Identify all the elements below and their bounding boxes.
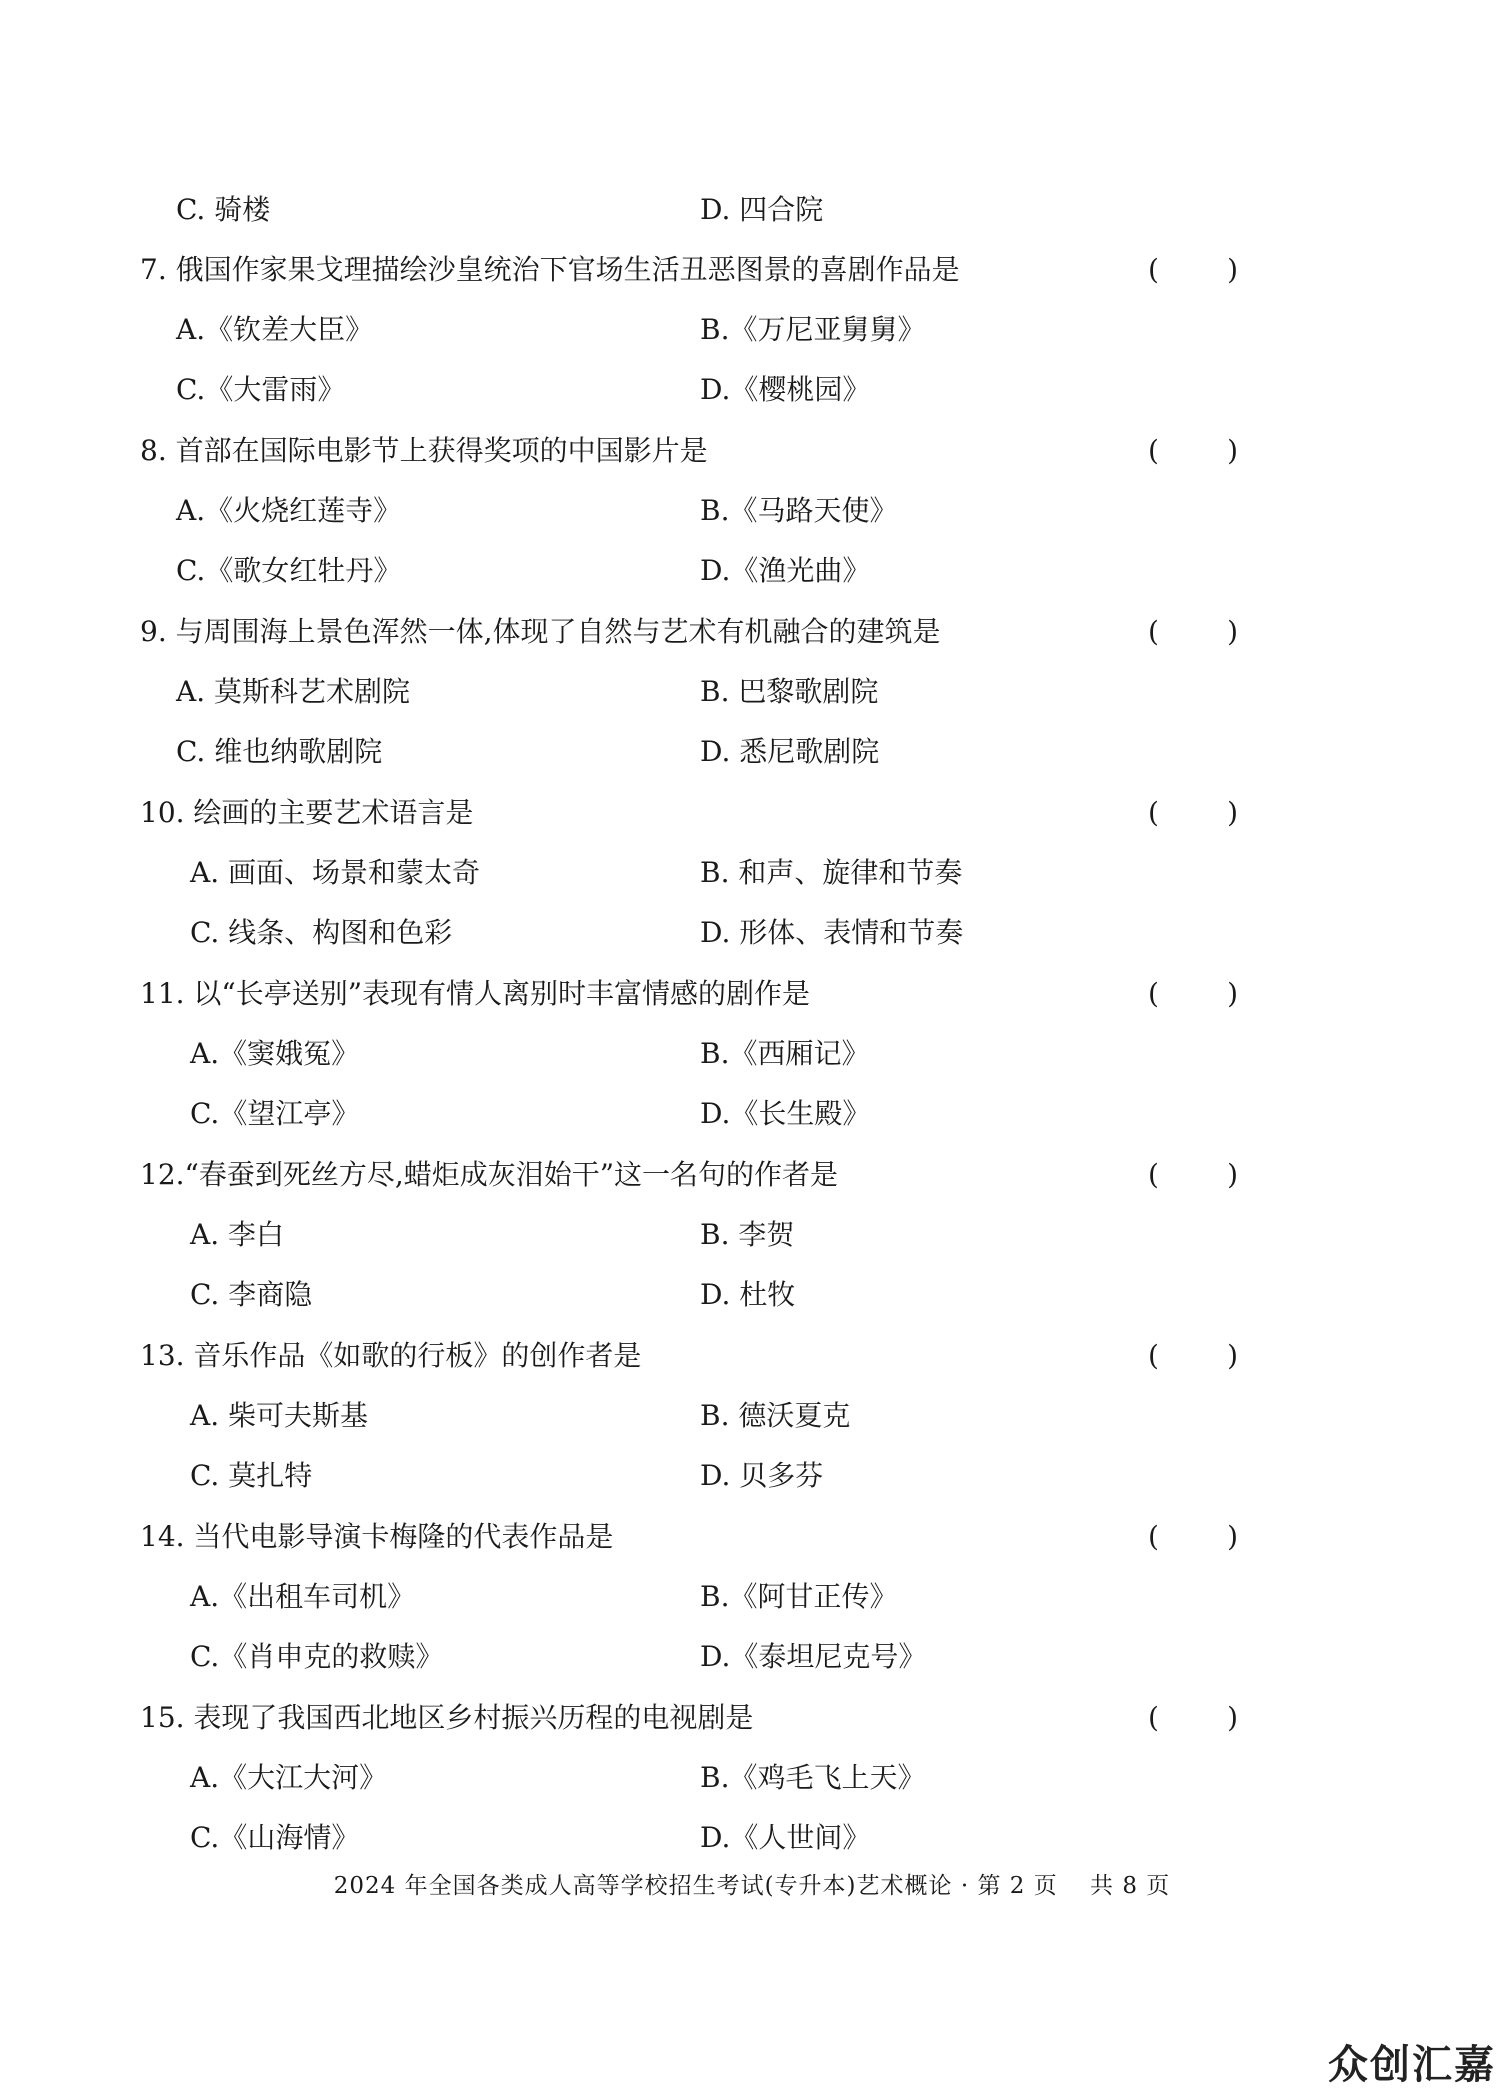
option-d: D. 贝多芬 xyxy=(700,1459,824,1492)
question-stem: 10. 绘画的主要艺术语言是 xyxy=(140,796,474,829)
option-row xyxy=(0,1816,1504,1860)
option-row xyxy=(0,549,1504,593)
answer-bracket-right: ) xyxy=(1227,796,1238,829)
page-footer: 2024 年全国各类成人高等学校招生考试(专升本)艺术概论 · 第 2 页 共 8 页 xyxy=(333,1873,1171,1899)
option-c: C.《肖申克的救赎》 xyxy=(190,1640,444,1673)
option-row xyxy=(0,851,1504,895)
answer-bracket-left: ( xyxy=(1148,434,1159,467)
option-c: C. 李商隐 xyxy=(190,1278,313,1311)
option-b: B.《鸡毛飞上天》 xyxy=(700,1761,926,1794)
answer-bracket-right: ) xyxy=(1227,1158,1238,1191)
option-c: C.《望江亭》 xyxy=(190,1097,360,1130)
option-row xyxy=(0,1273,1504,1317)
option-b: B. 和声、旋律和节奏 xyxy=(700,856,963,889)
option-row xyxy=(0,1454,1504,1498)
option-b: B.《西厢记》 xyxy=(700,1037,870,1070)
answer-bracket-left: ( xyxy=(1148,615,1159,648)
question-stem-row xyxy=(0,429,1504,473)
option-d: D. 悉尼歌剧院 xyxy=(700,735,880,768)
option-d: D.《渔光曲》 xyxy=(700,554,871,587)
answer-bracket-left: ( xyxy=(1148,977,1159,1010)
answer-bracket-left: ( xyxy=(1148,796,1159,829)
option-row xyxy=(0,1092,1504,1136)
option-c: C. 莫扎特 xyxy=(190,1459,313,1492)
question-stem-row xyxy=(0,248,1504,292)
question-stem: 7. 俄国作家果戈理描绘沙皇统治下官场生活丑恶图景的喜剧作品是 xyxy=(140,253,960,286)
option-d: D.《人世间》 xyxy=(700,1821,871,1854)
answer-bracket-right: ) xyxy=(1227,1520,1238,1553)
answer-bracket-right: ) xyxy=(1227,1701,1238,1734)
question-stem-row xyxy=(0,1515,1504,1559)
option-row xyxy=(0,1575,1504,1619)
option-c: C.《大雷雨》 xyxy=(176,373,346,406)
option-c: C.《山海情》 xyxy=(190,1821,360,1854)
question-stem-row xyxy=(0,610,1504,654)
option-b: B.《阿甘正传》 xyxy=(700,1580,898,1613)
option-row xyxy=(0,730,1504,774)
question-stem-row xyxy=(0,791,1504,835)
question-stem: 12.“春蚕到死丝方尽,蜡炬成灰泪始干”这一名句的作者是 xyxy=(140,1158,839,1191)
option-row xyxy=(0,489,1504,533)
question-stem: 13. 音乐作品《如歌的行板》的创作者是 xyxy=(140,1339,642,1372)
option-row xyxy=(0,1394,1504,1438)
option-a: A. 李白 xyxy=(190,1218,285,1251)
option-row xyxy=(0,188,1504,232)
option-c: C. 维也纳歌剧院 xyxy=(176,735,383,768)
option-d: D. 杜牧 xyxy=(700,1278,796,1311)
option-a: A.《火烧红莲寺》 xyxy=(176,494,402,527)
option-row xyxy=(0,1032,1504,1076)
question-stem: 8. 首部在国际电影节上获得奖项的中国影片是 xyxy=(140,434,708,467)
option-d: D.《长生殿》 xyxy=(700,1097,871,1130)
option-b: B.《万尼亚舅舅》 xyxy=(700,313,926,346)
option-b: B.《马路天使》 xyxy=(700,494,898,527)
answer-bracket-left: ( xyxy=(1148,1701,1159,1734)
option-a: A.《大江大河》 xyxy=(190,1761,388,1794)
option-a: A.《钦差大臣》 xyxy=(176,313,374,346)
answer-bracket-left: ( xyxy=(1148,253,1159,286)
option-row xyxy=(0,911,1504,955)
answer-bracket-left: ( xyxy=(1148,1520,1159,1553)
option-d: D. 形体、表情和节奏 xyxy=(700,916,964,949)
option-d: D.《泰坦尼克号》 xyxy=(700,1640,927,1673)
option-a: A. 画面、场景和蒙太奇 xyxy=(190,856,481,889)
option-a: A. 柴可夫斯基 xyxy=(190,1399,369,1432)
option-row xyxy=(0,308,1504,352)
option-b: B. 德沃夏克 xyxy=(700,1399,851,1432)
answer-bracket-right: ) xyxy=(1227,253,1238,286)
option-d: D.《樱桃园》 xyxy=(700,373,871,406)
option-b: B. 李贺 xyxy=(700,1218,795,1251)
answer-bracket-right: ) xyxy=(1227,1339,1238,1372)
option-a: A.《出租车司机》 xyxy=(190,1580,416,1613)
question-stem-row xyxy=(0,1696,1504,1740)
option-c: C. 线条、构图和色彩 xyxy=(190,916,453,949)
answer-bracket-right: ) xyxy=(1227,434,1238,467)
question-stem: 14. 当代电影导演卡梅隆的代表作品是 xyxy=(140,1520,614,1553)
answer-bracket-left: ( xyxy=(1148,1158,1159,1191)
question-stem-row xyxy=(0,1334,1504,1378)
option-c: C. 骑楼 xyxy=(176,193,271,226)
option-a: A.《窦娥冤》 xyxy=(190,1037,360,1070)
watermark-logo: 众创汇嘉 xyxy=(1328,2042,1496,2088)
answer-bracket-right: ) xyxy=(1227,615,1238,648)
question-stem: 15. 表现了我国西北地区乡村振兴历程的电视剧是 xyxy=(140,1701,754,1734)
question-stem-row xyxy=(0,972,1504,1016)
option-row xyxy=(0,368,1504,412)
question-stem: 9. 与周围海上景色浑然一体,体现了自然与艺术有机融合的建筑是 xyxy=(140,615,941,648)
option-b: B. 巴黎歌剧院 xyxy=(700,675,879,708)
question-stem-row xyxy=(0,1153,1504,1197)
option-row xyxy=(0,670,1504,714)
answer-bracket-left: ( xyxy=(1148,1339,1159,1372)
question-stem: 11. 以“长亭送别”表现有情人离别时丰富情感的剧作是 xyxy=(140,977,811,1010)
option-c: C.《歌女红牡丹》 xyxy=(176,554,402,587)
option-row xyxy=(0,1213,1504,1257)
option-row xyxy=(0,1756,1504,1800)
option-row xyxy=(0,1635,1504,1679)
option-a: A. 莫斯科艺术剧院 xyxy=(176,675,411,708)
option-d: D. 四合院 xyxy=(700,193,824,226)
answer-bracket-right: ) xyxy=(1227,977,1238,1010)
